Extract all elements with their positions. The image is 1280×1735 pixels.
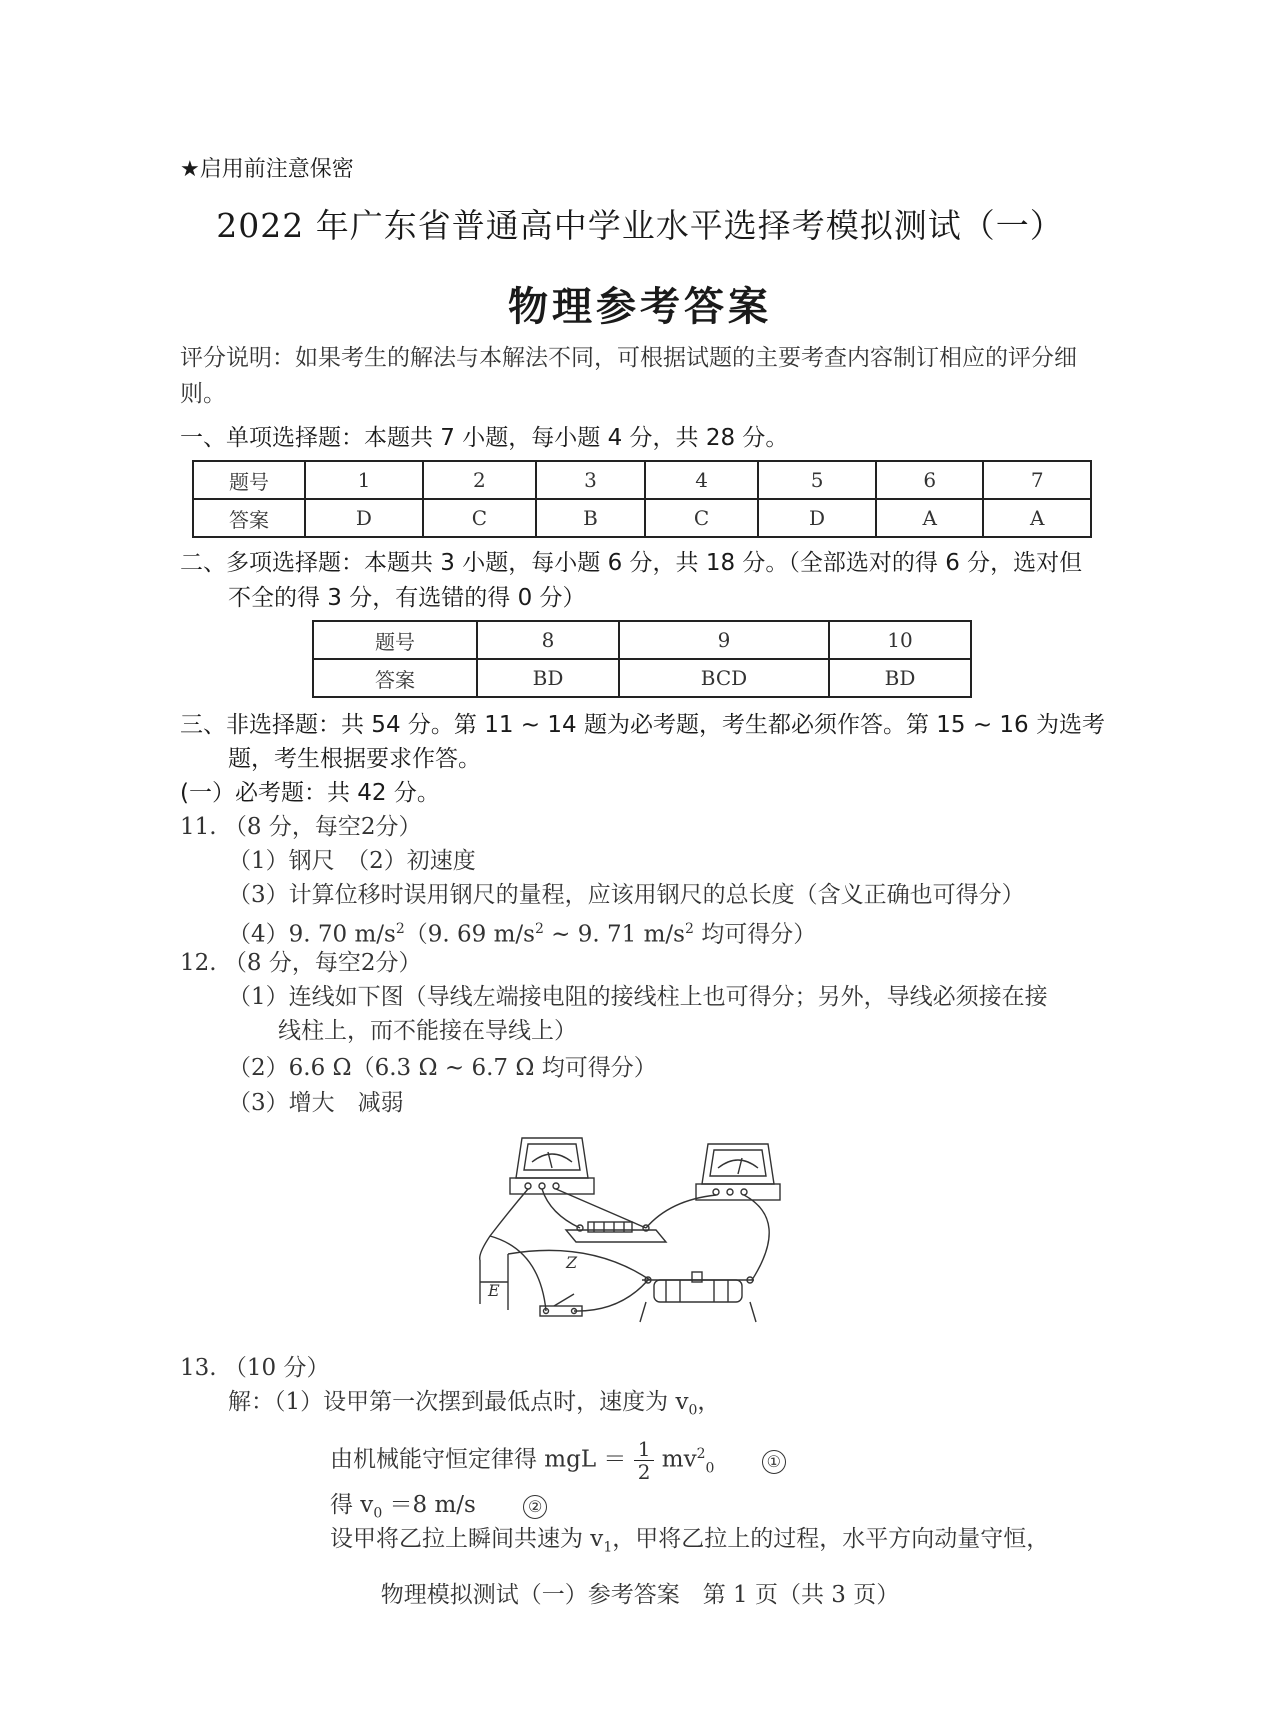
- q13-line2: [330, 1428, 786, 1494]
- rheostat-icon: [640, 1272, 756, 1322]
- q11-p4-sup2: 2: [534, 921, 544, 937]
- doc-title: 物理参考答案: [508, 284, 772, 330]
- q13-frac-num: 1: [634, 1438, 655, 1461]
- equation-number-2: ②: [523, 1495, 547, 1519]
- section1-q-6: 6: [876, 461, 983, 499]
- section1-question-row: [193, 461, 1091, 499]
- q11-p4-value: （4）9. 70 m/s: [228, 921, 396, 948]
- q11-part4: [228, 914, 816, 950]
- section1-a-4: C: [645, 499, 758, 537]
- section1-answer-row: [193, 499, 1091, 537]
- section2-q-label: 题号: [313, 621, 477, 659]
- q13-line3-text: 得 v: [330, 1492, 374, 1518]
- q13-fraction: [634, 1438, 655, 1483]
- q13-frac-den: 2: [637, 1460, 651, 1485]
- section1-a-7: A: [983, 499, 1091, 537]
- equation-number-1: ①: [762, 1450, 786, 1474]
- section2-q-9: 9: [619, 621, 829, 659]
- q11-p4-range-high: ~ 9. 71 m/s: [543, 921, 685, 948]
- q12-part1-line1: （1）连线如下图（导线左端接电阻的接线柱上也可得分；另外，导线必须接在接: [228, 984, 1048, 1010]
- q11-part1: （1）钢尺 （2）初速度: [228, 848, 476, 874]
- grading-note: 评分说明：如果考生的解法与本解法不同，可根据试题的主要考查内容制订相应的评分细则。: [180, 345, 1077, 407]
- section1-q-3: 3: [536, 461, 645, 499]
- section2-q-10: 10: [829, 621, 971, 659]
- q13-line3: [330, 1490, 547, 1529]
- q12-header: 12. （8 分，每空2分）: [180, 950, 422, 976]
- page-footer: 物理模拟测试（一）参考答案 第 1 页（共 3 页）: [380, 1582, 900, 1608]
- section1-table: [192, 460, 1092, 538]
- section1-heading: 一、单项选择题：本题共 7 小题，每小题 4 分，共 28 分。: [180, 425, 789, 451]
- section2-heading-line1: 二、多项选择题：本题共 3 小题，每小题 6 分，共 18 分。（全部选对的得 6 分，选对但: [180, 550, 1083, 576]
- q13-line3-sub: 0: [373, 1505, 383, 1522]
- figure-label-e: E: [488, 1281, 500, 1300]
- section1-a-2: C: [423, 499, 536, 537]
- section3-heading-line2: 题，考生根据要求作答。: [228, 746, 481, 772]
- section2-q-8: 8: [477, 621, 619, 659]
- section2-a-10: BD: [829, 659, 971, 697]
- q13-line4: [330, 1524, 1049, 1563]
- section1-a-label: 答案: [193, 499, 305, 537]
- circuit-diagram-figure: [470, 1130, 830, 1340]
- section2-table: [312, 620, 972, 698]
- q13-line1-end: ，: [697, 1389, 721, 1415]
- section1-q-5: 5: [758, 461, 876, 499]
- q13-line1-sub: 0: [688, 1402, 698, 1419]
- q13-line4-sub: 1: [603, 1539, 613, 1556]
- q13-line4-end: ，甲将乙拉上的过程，水平方向动量守恒，: [612, 1526, 1050, 1552]
- q13-line2-text: 由机械能守恒定律得 mgL ＝: [330, 1446, 627, 1473]
- section1-q-1: 1: [305, 461, 423, 499]
- section1-a-1: D: [305, 499, 423, 537]
- q13-line2-sub: 0: [705, 1460, 715, 1477]
- q13-line1-text: 解：（1）设甲第一次摆到最低点时，速度为 v: [228, 1389, 689, 1415]
- section1-q-2: 2: [423, 461, 536, 499]
- section1-a-5: D: [758, 499, 876, 537]
- q11-part3: （3）计算位移时误用钢尺的量程，应该用钢尺的总长度（含义正确也可得分）: [228, 882, 1025, 908]
- q13-line3-value: ＝8 m/s: [382, 1492, 476, 1518]
- q13-line2-mv: mv: [661, 1446, 697, 1473]
- q12-part1-line2: 线柱上，而不能接在导线上）: [278, 1018, 577, 1044]
- section1-q-7: 7: [983, 461, 1091, 499]
- q13-line1: [228, 1387, 720, 1426]
- figure-label-z: Z: [566, 1253, 578, 1272]
- section2-a-9: BCD: [619, 659, 829, 697]
- voltmeter-icon: [696, 1144, 780, 1200]
- section1-a-3: B: [536, 499, 645, 537]
- q13-line4-text: 设甲将乙拉上瞬间共速为 v: [330, 1526, 604, 1552]
- section2-question-row: [313, 621, 971, 659]
- q13-line2-sup: 2: [696, 1446, 706, 1462]
- section1-q-4: 4: [645, 461, 758, 499]
- q11-p4-sup1: 2: [395, 921, 405, 937]
- required-heading: (一）必考题：共 42 分。: [180, 780, 440, 806]
- exam-title: 2022 年广东省普通高中学业水平选择考模拟测试（一）: [216, 206, 1064, 245]
- ammeter-icon: [510, 1138, 594, 1194]
- q12-part2: （2）6.6 Ω（6.3 Ω ~ 6.7 Ω 均可得分）: [228, 1055, 657, 1081]
- section1-a-6: A: [876, 499, 983, 537]
- switch-icon: [540, 1294, 582, 1316]
- q12-part3: （3）增大 减弱: [228, 1090, 404, 1116]
- secret-note: ★启用前注意保密: [180, 157, 354, 182]
- q11-header: 11. （8 分，每空2分）: [180, 814, 422, 840]
- section1-q-label: 题号: [193, 461, 305, 499]
- component-z-icon: [566, 1222, 666, 1242]
- q11-p4-note: 均可得分）: [693, 921, 817, 948]
- q11-p4-range-low: （9. 69 m/s: [404, 921, 535, 948]
- section2-answer-row: [313, 659, 971, 697]
- section3-heading-line1: 三、非选择题：共 54 分。第 11 ~ 14 题为必考题，考生都必须作答。第 15 ~ 16 为选考: [180, 712, 1105, 738]
- section2-heading-line2: 不全的得 3 分，有选错的得 0 分）: [228, 585, 586, 611]
- section2-a-label: 答案: [313, 659, 477, 697]
- q13-header: 13. （10 分）: [180, 1355, 330, 1381]
- section2-a-8: BD: [477, 659, 619, 697]
- q11-p4-sup3: 2: [684, 921, 694, 937]
